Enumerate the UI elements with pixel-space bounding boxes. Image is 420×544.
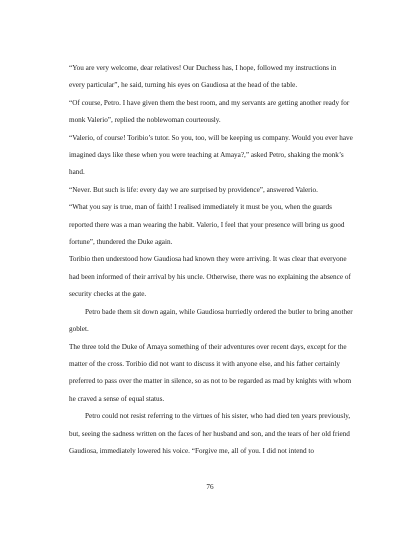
paragraph: Petro could not resist referring to the virtues of his sister, who had died ten years previously, but, seeing the sadness written on the faces of her husband and son, and the tears of her old friend Gaudiosa, immediately lowered his voice. “Forgive me, all of you. I did not intend to — [69, 412, 351, 455]
paragraph: “Never. But such is life: every day we are surprised by providence”, answered Valerio. — [69, 185, 318, 194]
paragraph: “What you say is true, man of faith! I realised immediately it must be you, when the guards reported there was a man wearing the habit. Valerio, I feel that your presence will bring us good fortune”, thundered the Duke again. — [69, 203, 345, 247]
paragraph: “Of course, Petro. I have given them the best room, and my servants are getting another ready for monk Valerio”, replied the noblewoman courteously. — [69, 98, 350, 125]
paragraph: Petro bade them sit down again, while Gaudiosa hurriedly ordered the butler to bring another goblet. — [69, 307, 353, 334]
paragraph: Toribio then understood how Gaudiosa had known they were arriving. It was clear that everyone had been informed of their arrival by his uncle. Otherwise, there was no explaining the absence of security checks at the gate. — [69, 255, 351, 299]
page-number: 76 — [206, 483, 214, 491]
paragraph: “Valerio, of course! Toribio’s tutor. So you, too, will be keeping us company. Would you ever have imagined days like these when you were teaching at Amaya?,” asked Petro, shaking the monk’s hand. — [69, 133, 353, 177]
body-text — [69, 60, 354, 460]
paragraph: “You are very welcome, dear relatives! Our Duchess has, I hope, followed my instructions in every particular”, he said, turning his eyes on Gaudiosa at the head of the table. — [69, 64, 337, 90]
paragraph: The three told the Duke of Amaya something of their adventures over recent days, except for the matter of the cross. Toribio did not want to discuss it with anyone else, and his father certainly preferred to pass over the matter in silence, so as not to be regarded as mad by knights with whom he craved a sense of equal status. — [69, 342, 352, 403]
